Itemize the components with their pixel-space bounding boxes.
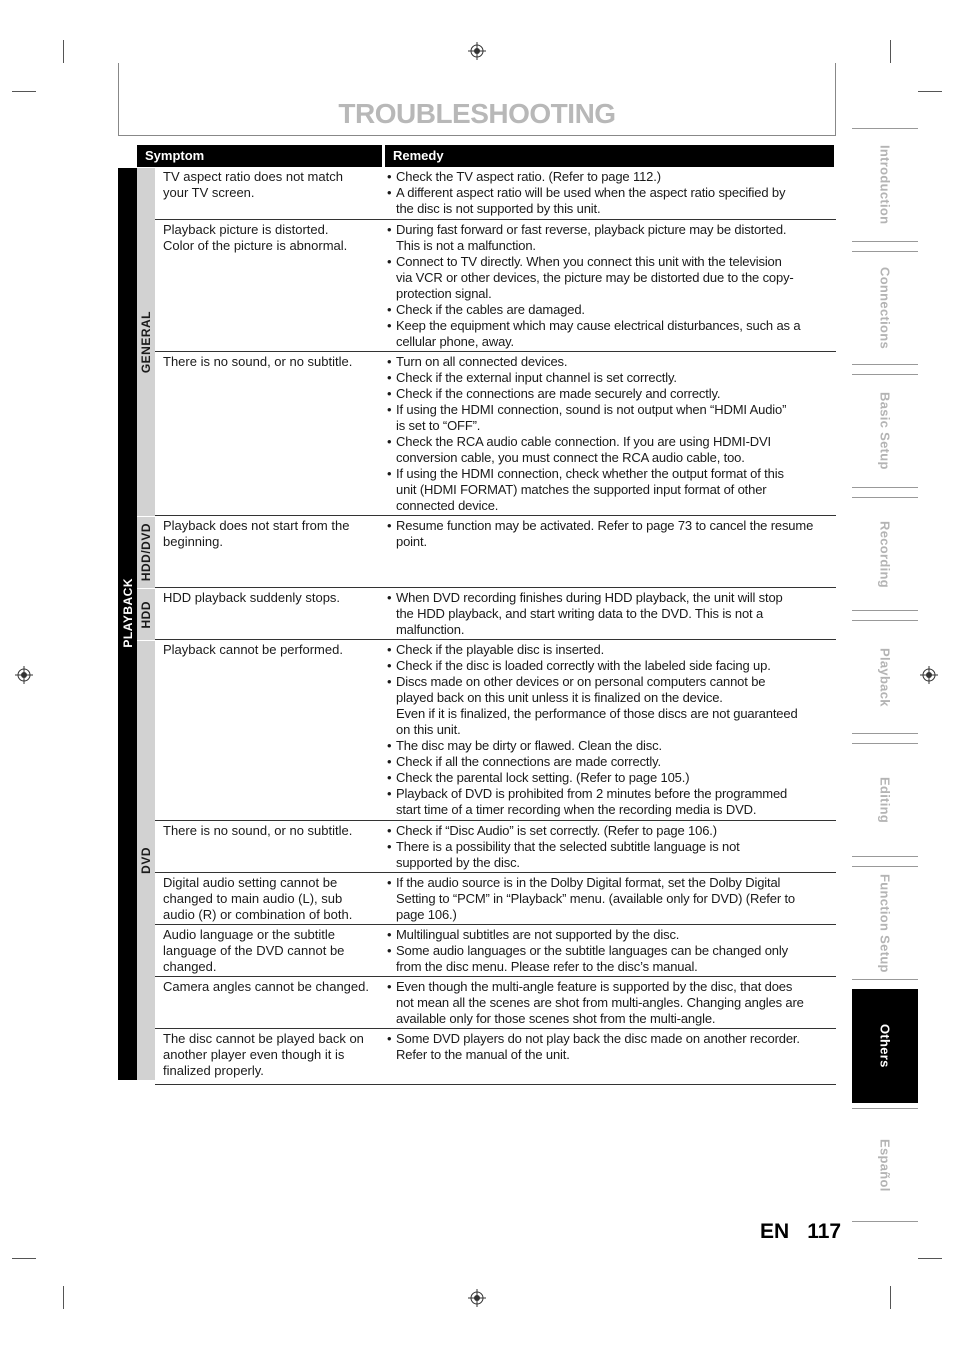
symptom-cell [163,590,379,606]
remedy-line: This is not a malfunction. [396,238,536,253]
remedy-line: connected device. [396,498,499,513]
remedy-cell [387,354,829,514]
table-row [155,1030,836,1085]
crop-mark [12,1258,36,1259]
symptom-cell [163,1031,379,1079]
table-row [155,353,836,516]
symptom-line: language of the DVD cannot be [163,943,345,958]
remedy-line: supported by the disc. [396,855,520,870]
side-tab-recording[interactable] [852,497,918,611]
crop-mark [918,91,942,92]
remedy-cell [387,979,829,1027]
remedy-bullet: • Check if all the connections are made correctly. [387,754,829,770]
remedy-bullet: • If the audio source is in the Dolby Digital format, set the Dolby Digital [387,875,829,891]
category-general-label: GENERAL [139,310,153,374]
remedy-line: available only for those scenes shot from the multi-angle. [396,1011,716,1026]
table-row [155,978,836,1029]
side-tab-connections[interactable] [852,251,918,365]
category-general [137,168,155,516]
page-number-value: 117 [807,1220,842,1243]
symptom-cell [163,354,379,370]
symptom-header: Symptom [137,145,382,167]
side-tab-label: Connections [877,266,893,350]
remedy-bullet: • Playback of DVD is prohibited from 2 minutes before the programmed [387,786,829,802]
remedy-cell [387,222,829,350]
side-tab-label: Recording [877,520,893,588]
remedy-line: not mean all the scenes are shot from multi-angles. Changing angles are [396,995,804,1010]
table-row [155,221,836,352]
remedy-line: unit (HDMI FORMAT) matches the supported input format of other [396,482,767,497]
symptom-line: TV aspect ratio does not match [163,169,343,184]
remedy-bullet: • Check if the playable disc is inserted. [387,642,829,658]
symptom-line: another player even though it is [163,1047,345,1062]
page-title: TROUBLESHOOTING [338,98,616,129]
remedy-cell [387,823,829,871]
symptom-line: Camera angles cannot be changed. [163,979,369,994]
remedy-bullet: • Check the TV aspect ratio. (Refer to page 112.) [387,169,829,185]
remedy-line: the HDD playback, and start writing data to the DVD. This is not a [396,606,764,621]
registration-mark-icon [15,666,33,684]
symptom-line: audio (R) or combination of both. [163,907,353,922]
remedy-line: Even if it is finalized, the performance of those discs are not guaranteed [396,706,798,721]
remedy-line: start time of a timer recording when the recording media is DVD. [396,802,757,817]
symptom-cell [163,169,379,201]
symptom-line: Playback does not start from the [163,518,350,533]
symptom-line: finalized properly. [163,1063,264,1078]
side-tab-playback[interactable] [852,620,918,734]
remedy-bullet: • Multilingual subtitles are not supported by the disc. [387,927,829,943]
side-tab-others[interactable] [852,989,918,1103]
remedy-line: is set to “OFF”. [396,418,481,433]
remedy-cell [387,1031,829,1063]
remedy-bullet: • Check the parental lock setting. (Refer to page 105.) [387,770,829,786]
remedy-line: the disc is not supported by this unit. [396,201,601,216]
registration-mark-icon [468,42,486,60]
remedy-bullet: • Check the RCA audio cable connection. If you are using HDMI-DVI [387,434,829,450]
symptom-cell [163,979,379,995]
remedy-line: protection signal. [396,286,492,301]
symptom-line: There is no sound, or no subtitle. [163,354,353,369]
crop-mark [63,40,64,63]
crop-mark [12,91,36,92]
side-tab-label: Others [877,1024,893,1068]
side-tab-label: Español [877,1138,893,1192]
remedy-line: Refer to the manual of the unit. [396,1047,570,1062]
symptom-cell [163,518,379,550]
table-row [155,517,836,588]
language-code: EN [760,1220,790,1243]
table-row [155,589,836,640]
table-row [155,641,836,821]
side-tab-espa-ol[interactable] [852,1108,918,1222]
side-tab-label: Function Setup [877,873,893,973]
registration-mark-icon [920,666,938,684]
remedy-bullet: • Resume function may be activated. Refer to page 73 to cancel the resume [387,518,829,534]
remedy-line: conversion cable, you must connect the RCA audio cable, too. [396,450,745,465]
remedy-line: malfunction. [396,622,465,637]
symptom-line: beginning. [163,534,223,549]
side-tab-function-setup[interactable] [852,866,918,980]
remedy-bullet: • Discs made on other devices or on personal computers cannot be [387,674,829,690]
crop-mark [890,1286,891,1309]
symptom-line: HDD playback suddenly stops. [163,590,341,605]
remedy-cell [387,642,829,818]
symptom-cell [163,875,379,923]
remedy-line: cellular phone, away. [396,334,515,349]
symptom-cell [163,222,379,254]
symptom-line: There is no sound, or no subtitle. [163,823,353,838]
symptom-cell [163,927,379,975]
symptom-line: changed to main audio (L), sub [163,891,343,906]
remedy-line: page 106.) [396,907,457,922]
category-hdd-label: HDD [139,600,153,629]
remedy-line: via VCR or other devices, the picture may be distorted due to the copy- [396,270,794,285]
remedy-line: point. [396,534,427,549]
side-tab-basic-setup[interactable] [852,374,918,488]
symptom-line: Playback picture is distorted. [163,222,329,237]
remedy-bullet: • The disc may be dirty or flawed. Clean the disc. [387,738,829,754]
registration-mark-icon [468,1289,486,1307]
remedy-bullet: • During fast forward or fast reverse, playback picture may be distorted. [387,222,829,238]
symptom-cell [163,642,379,658]
remedy-cell [387,927,829,975]
remedy-bullet: • There is a possibility that the selected subtitle language is not [387,839,829,855]
remedy-line: played back on this unit unless it is finalized on the device. [396,690,723,705]
category-dvd-label: DVD [139,847,153,874]
category-playback [119,568,137,658]
remedy-bullet: • When DVD recording finishes during HDD playback, the unit will stop [387,590,829,606]
remedy-bullet: • Check if the external input channel is set correctly. [387,370,829,386]
crop-mark [63,1286,64,1309]
page-number [760,1220,841,1244]
table-row [155,874,836,925]
remedy-bullet: • Check if the disc is loaded correctly with the labeled side facing up. [387,658,829,674]
crop-mark [918,1258,942,1259]
side-tab-label: Playback [877,647,893,707]
remedy-bullet: • If using the HDMI connection, check whether the output format of this [387,466,829,482]
remedy-bullet: • If using the HDMI connection, sound is not output when “HDMI Audio” [387,402,829,418]
symptom-line: your TV screen. [163,185,255,200]
side-tab-introduction[interactable] [852,128,918,242]
remedy-line: on this unit. [396,722,461,737]
symptom-line: Digital audio setting cannot be [163,875,338,890]
remedy-bullet: • Keep the equipment which may cause electrical disturbances, such as a [387,318,829,334]
remedy-bullet: • A different aspect ratio will be used when the aspect ratio specified by [387,185,829,201]
symptom-line: Audio language or the subtitle [163,927,336,942]
symptom-line: The disc cannot be played back on [163,1031,364,1046]
remedy-cell [387,590,829,638]
remedy-bullet: • Check if the connections are made securely and correctly. [387,386,829,402]
remedy-bullet: • Some DVD players do not play back the disc made on another recorder. [387,1031,829,1047]
side-tab-editing[interactable] [852,743,918,857]
remedy-bullet: • Some audio languages or the subtitle languages can be changed only [387,943,829,959]
remedy-bullet: • Even though the multi-angle feature is supported by the disc, that does [387,979,829,995]
symptom-line: Color of the picture is abnormal. [163,238,348,253]
side-tab-label: Introduction [877,145,893,225]
remedy-header: Remedy [385,145,834,167]
table-row [155,168,836,220]
category-playback-label: PLAYBACK [121,578,135,648]
table-row [155,822,836,873]
remedy-line: Setting to “PCM” in “Playback” menu. (available only for DVD) (Refer to [396,891,795,906]
remedy-line: from the disc menu. Please refer to the disc’s manual. [396,959,698,974]
symptom-line: Playback cannot be performed. [163,642,343,657]
symptom-line: changed. [163,959,217,974]
category-hdd-dvd-label: HDD/DVD [139,523,153,582]
remedy-cell [387,169,829,217]
category-dvd [137,641,155,1080]
category-hdd-dvd [137,517,155,588]
symptom-cell [163,823,379,839]
remedy-cell [387,875,829,923]
remedy-cell [387,518,829,550]
crop-mark [890,40,891,63]
remedy-bullet: • Connect to TV directly. When you connect this unit with the television [387,254,829,270]
category-hdd [137,589,155,640]
table-row [155,926,836,977]
remedy-bullet: • Check if the cables are damaged. [387,302,829,318]
side-tab-label: Basic Setup [877,392,893,470]
side-tab-label: Editing [877,776,893,824]
remedy-bullet: • Turn on all connected devices. [387,354,829,370]
remedy-bullet: • Check if “Disc Audio” is set correctly. (Refer to page 106.) [387,823,829,839]
